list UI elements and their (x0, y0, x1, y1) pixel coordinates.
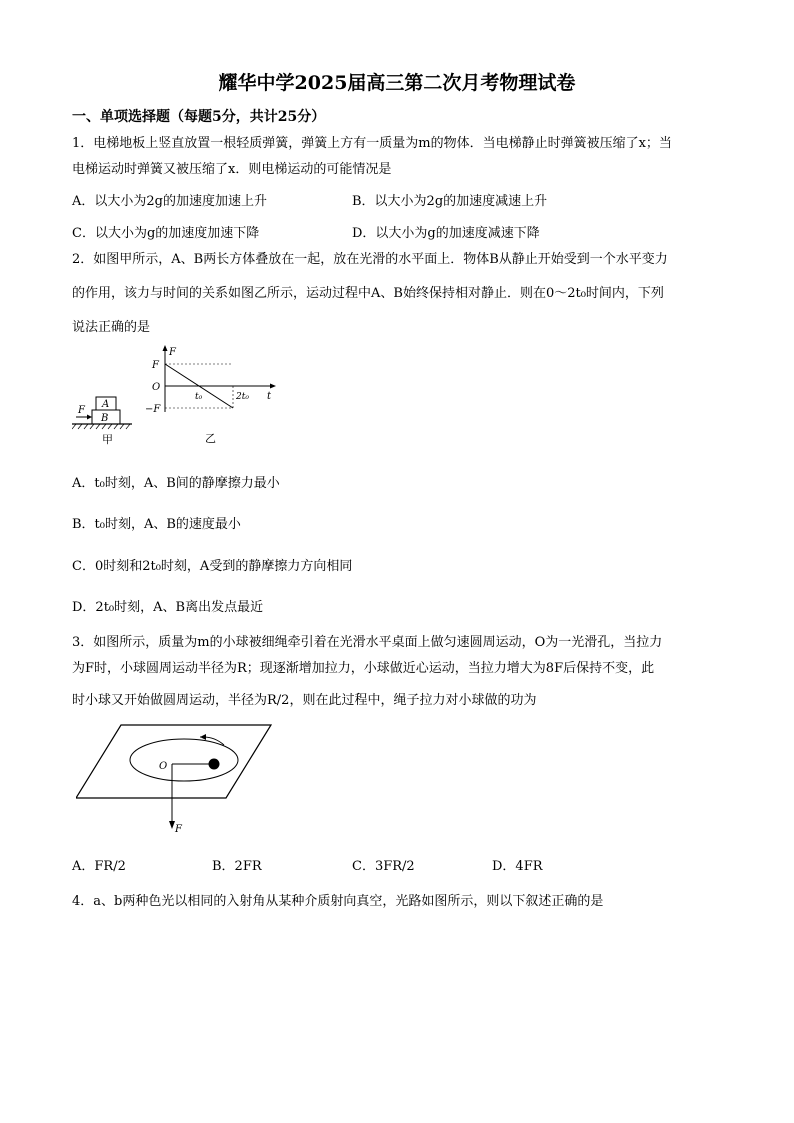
q1-option-d: D．以大小为g的加速度减速下降 (352, 226, 540, 241)
circular-path (130, 739, 238, 781)
q3-option-d: D．4FR (492, 859, 543, 874)
q2-figure-jia (72, 375, 134, 447)
table-surface (76, 725, 271, 798)
label-b: B (101, 413, 109, 424)
q3-option-b: B．2FR (212, 859, 262, 874)
t-axis-arrowhead (270, 384, 276, 389)
q3-option-a: A．FR/2 (72, 859, 126, 874)
q1-option-a: A．以大小为2g的加速度加速上升 (72, 194, 267, 209)
page-title: 耀华中学2025届高三第二次月考物理试卷 (218, 72, 576, 94)
q2-option-b: B．t₀时刻，A、B的速度最小 (72, 517, 241, 532)
q2-figure-yi (145, 340, 285, 447)
q2-stem-line3: 说法正确的是 (72, 320, 151, 335)
q3-stem-line3: 时小球又开始做圆周运动，半径为R/2，则在此过程中，绳子拉力对小球做的功为 (72, 693, 537, 708)
q4-stem-line1: 4．a、b两种色光以相同的入射角从某种介质射向真空，光路如图所示，则以下叙述正确的是 (72, 894, 604, 909)
label-f: F (78, 405, 85, 416)
q3-stem-line1: 3．如图所示，质量为m的小球被细绳牵引着在光滑水平桌面上做匀速圆周运动，O为一光滑孔，当拉力 (72, 635, 663, 650)
q2-option-d: D．2t₀时刻，A、B离出发点最近 (72, 600, 264, 615)
label-t0: t₀ (195, 392, 203, 402)
q2-option-c: C．0时刻和2t₀时刻，A受到的静摩擦力方向相同 (72, 559, 353, 574)
q1-option-c: C．以大小为g的加速度加速下降 (72, 226, 260, 241)
label-2t0: 2t₀ (236, 392, 249, 402)
ball (209, 759, 220, 770)
q3-figure (76, 720, 276, 838)
ground-hatching (72, 424, 130, 429)
force-arrowhead (87, 415, 92, 420)
q1-stem-line1: 1．电梯地板上竖直放置一根轻质弹簧，弹簧上方有一质量为m的物体．当电梯静止时弹簧被压缩了x；当 (72, 136, 672, 151)
label-f-level: F (152, 360, 159, 371)
label-f-axis: F (169, 347, 176, 358)
q3-stem-line2: 为F时，小球圆周运动半径为R；现逐渐增加拉力，小球做近心运动，当拉力增大为8F后保持不变，此 (72, 661, 655, 676)
label-f: F (175, 824, 182, 835)
label-t-axis: t (267, 391, 272, 402)
caption-yi: 乙 (205, 432, 216, 445)
label-negf: −F (145, 404, 161, 415)
q1-option-b: B．以大小为2g的加速度减速上升 (352, 194, 548, 209)
q2-stem-line2: 的作用，该力与时间的关系如图乙所示，运动过程中A、B始终保持相对静止．则在0～2t₀时间内，下列 (72, 286, 664, 301)
caption-jia: 甲 (102, 433, 113, 446)
q3-option-c: C．3FR/2 (352, 859, 415, 874)
section-heading: 一、单项选择题（每题5分，共计25分） (72, 109, 326, 125)
label-a: A (102, 399, 110, 410)
label-o: O (159, 761, 168, 772)
label-origin: O (152, 382, 161, 393)
q1-stem-line2: 电梯运动时弹簧又被压缩了x．则电梯运动的可能情况是 (72, 162, 392, 177)
q2-option-a: A．t₀时刻，A、B间的静摩擦力最小 (72, 476, 280, 491)
motion-arrowhead (200, 734, 206, 740)
q2-stem-line1: 2．如图甲所示，A、B两长方体叠放在一起，放在光滑的水平面上．物体B从静止开始受到一个水平变力 (72, 252, 668, 267)
f-axis-arrowhead (163, 345, 168, 351)
